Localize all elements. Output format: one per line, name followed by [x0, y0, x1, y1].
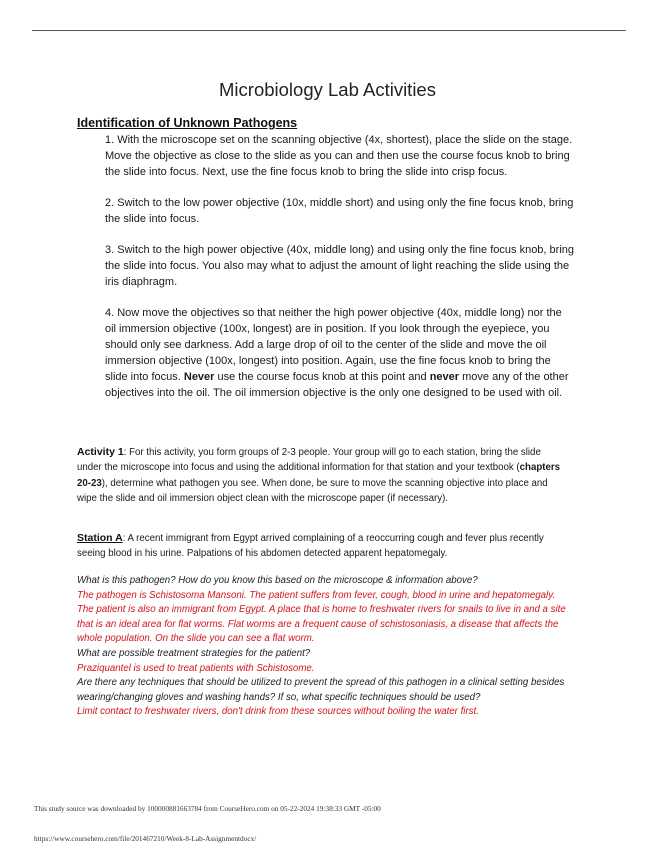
question-1: What is this pathogen? How do you know this based on the microscope & information above?: [77, 575, 478, 586]
question-2: What are possible treatment strategies for the patient?: [77, 647, 311, 659]
station-paragraph: Station A: A recent immigrant from Egypt arrived complaining of a reoccurring cough and fever plus recently seeing blood in his urine. Palpations of his abdomen detected apparent hepatomegaly.: [77, 532, 544, 560]
chapters-reference: chapters 20-23: [77, 462, 561, 489]
answer-3: Limit contact to freshwater rivers, don't drink from these sources without boiling the water first.: [77, 706, 479, 718]
section-heading: Identification of Unknown Pathogens: [77, 116, 298, 130]
step-2: 2. Switch to the low power objective (10x, middle short) and using only the fine focus knob, bring the slide into focus.: [105, 197, 574, 225]
question-3: Are there any techniques that should be utilized to prevent the spread of this pathogen in a clinical setting besides wearing/changing gloves and washing hands? If so, what specific techniques should be used?: [77, 677, 565, 703]
page-title: Microbiology Lab Activities: [219, 79, 436, 100]
step-1: 1. With the microscope set on the scanning objective (4x, shortest), place the slide on the stage. Move the objective as close to the slide as you can and then use the course focus knob to bring the slide into focus. Next, use the fine focus knob to bring the slide into crisp focus.: [105, 134, 573, 178]
step-4: 4. Now move the objectives so that neither the high power objective (40x, middle long) nor the oil immersion objective (100x, longest) are in position. If you look through the eyepiece, you should only see darkness. Add a large drop of oil to the center of the slide and move the oil immersion objective (100x, longest) into position. Again, use the fine focus knob to bring the slide into focus. Never use the course focus knob at this point and never move any of the other objectives into the oil. The oil immersion objective is the only one designed to be used with oil.: [105, 307, 569, 399]
source-url: https://www.coursehero.com/file/201467210/Week-8-Lab-Assignmentdocx/: [34, 834, 257, 843]
emphasis-never: Never: [183, 371, 215, 383]
activity-label: Activity 1: [77, 446, 124, 458]
station-label: Station A: [77, 532, 123, 544]
procedure-steps: [105, 132, 575, 416]
download-notice: This study source was downloaded by 100000881663784 from CourseHero.com on 05-22-2024 19:38:33 GMT -05:00: [34, 804, 381, 813]
activity-paragraph: Activity 1: For this activity, you form groups of 2-3 people. Your group will go to each station, bring the slide under the microscope into focus and using the additional information for that station and your textbook (chapters 20-23), determine what pathogen you see. When done, be sure to move the scanning objective into place and wipe the slide and oil immersion object clean with the microscope paper (if necessary).: [77, 446, 561, 504]
emphasis-never-lower: never: [429, 371, 460, 383]
top-rule: [32, 30, 626, 31]
answer-2: Praziquantel is used to treat patients with Schistosome.: [77, 662, 315, 674]
answer-1: The pathogen is Schistosoma Mansoni. The patient suffers from fever, cough, blood in urine and hepatomegaly. The patient is also an immigrant from Egypt. A place that is home to freshwater rivers for snails to live in and a site that is an ideal area for flat worms. Flat worms are a frequent cause of schistosoniasis, a disease that affects the whole population. On the slide you can see a flat worm.: [77, 589, 566, 645]
question-answer-block: [77, 574, 567, 720]
step-3: 3. Switch to the high power objective (40x, middle long) and using only the fine focus knob, bring the slide into focus. You also may what to adjust the amount of light reaching the slide using the iris diaphragm.: [105, 244, 574, 288]
